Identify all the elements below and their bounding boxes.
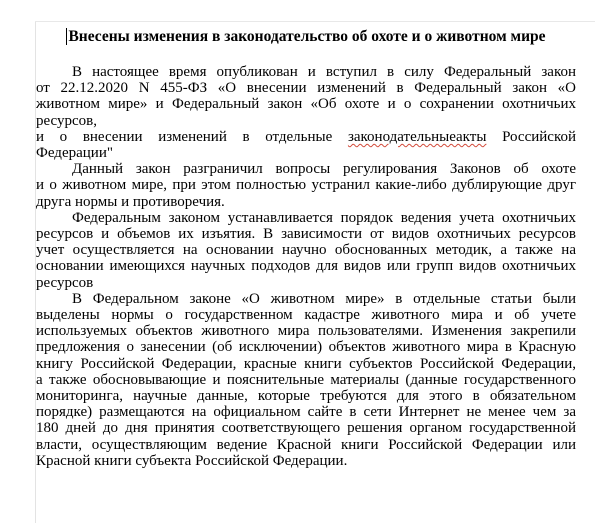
paragraph-4-line-2: выделены нормы о государственном кадастре животного мира и об учете bbox=[36, 307, 576, 324]
paragraph-4-line-3: используемых объектов животного мира пользователями. Изменения закрепили bbox=[36, 323, 576, 340]
paragraph-4-line-9: 180 дней до дня принятия соответствующего решения органом государственной bbox=[36, 420, 576, 437]
paragraph-1-line-4: ресурсов, bbox=[36, 112, 97, 129]
paragraph-4-line-4: предложения о занесении (об исключении) объектов животного мира в Красную bbox=[36, 339, 576, 356]
document-title bbox=[36, 28, 576, 46]
spellcheck-underlined-word[interactable]: законодательныеакты bbox=[347, 128, 487, 145]
paragraph-4 bbox=[36, 291, 576, 469]
paragraph-2-line-1: Данный закон разграничил вопросы регулирования Законов об охоте bbox=[72, 161, 576, 178]
paragraph-1-line-3: животном мире» и Федеральный закон «Об охоте и о сохранении охотничьих bbox=[36, 96, 576, 113]
paragraph-4-line-5: книгу Российской Федерации, красные книги субъектов Российской Федерации, bbox=[36, 355, 576, 372]
paragraph-4-line-11: Красной книги субъекта Российской Федерации. bbox=[36, 452, 348, 469]
paragraph-1-line-5-end: Российской bbox=[502, 128, 577, 145]
paragraph-3-line-5: ресурсов bbox=[36, 274, 94, 291]
paragraph-3 bbox=[36, 210, 576, 291]
paragraph-1-line-2: от 22.12.2020 N 455-ФЗ «О внесении изменений в Федеральный закон «О bbox=[36, 80, 576, 97]
paragraph-1-line-5-start: и о внесении изменений в отдельные bbox=[36, 128, 333, 145]
page-top-edge bbox=[35, 21, 595, 22]
paragraph-4-line-7: мониторинга, научные данные, которые требуются для этого в обязательном bbox=[36, 388, 576, 405]
paragraph-4-line-10: власти, осуществляющим ведение Красной книги Российской Федерации или bbox=[36, 436, 576, 453]
paragraph-4-line-6: а также обосновывающие и пояснительные материалы (данные государственного bbox=[36, 371, 576, 388]
document-body[interactable] bbox=[36, 28, 576, 469]
paragraph-3-line-2: ресурсов и объемов их изъятия. В зависимости от видов охотничьих ресурсов bbox=[36, 226, 576, 243]
paragraph-3-line-4: основании имеющихся научных подходов для видов или групп видов охотничьих bbox=[36, 258, 576, 275]
paragraph-1-line-6: Федерации" bbox=[36, 145, 113, 162]
paragraph-3-line-3: учет осуществляется на основании научно обоснованных методик, а также на bbox=[36, 242, 576, 259]
paragraph-1-line-1: В настоящее время опубликован и вступил в силу Федеральный закон bbox=[72, 64, 576, 80]
paragraph-4-line-1: В Федеральном законе «О животном мире» в отдельные статьи были bbox=[72, 290, 576, 307]
paragraph-4-line-8: порядке) размещаются на официальном сайте в сети Интернет не менее чем за bbox=[36, 404, 576, 421]
paragraph-1-line-5 bbox=[36, 129, 576, 145]
paragraph-3-line-1: Федеральным законом устанавливается порядок ведения учета охотничьих bbox=[72, 209, 576, 226]
paragraph-1 bbox=[36, 64, 576, 161]
paragraph-2 bbox=[36, 161, 576, 210]
title-text: Внесены изменения в законодательство об охоте и о животном мире bbox=[68, 28, 546, 45]
paragraph-2-line-2: и о животном мире, при этом полностью устранил какие-либо дублирующие друг bbox=[36, 177, 576, 194]
paragraph-2-line-3: друга нормы и противоречия. bbox=[36, 193, 225, 210]
